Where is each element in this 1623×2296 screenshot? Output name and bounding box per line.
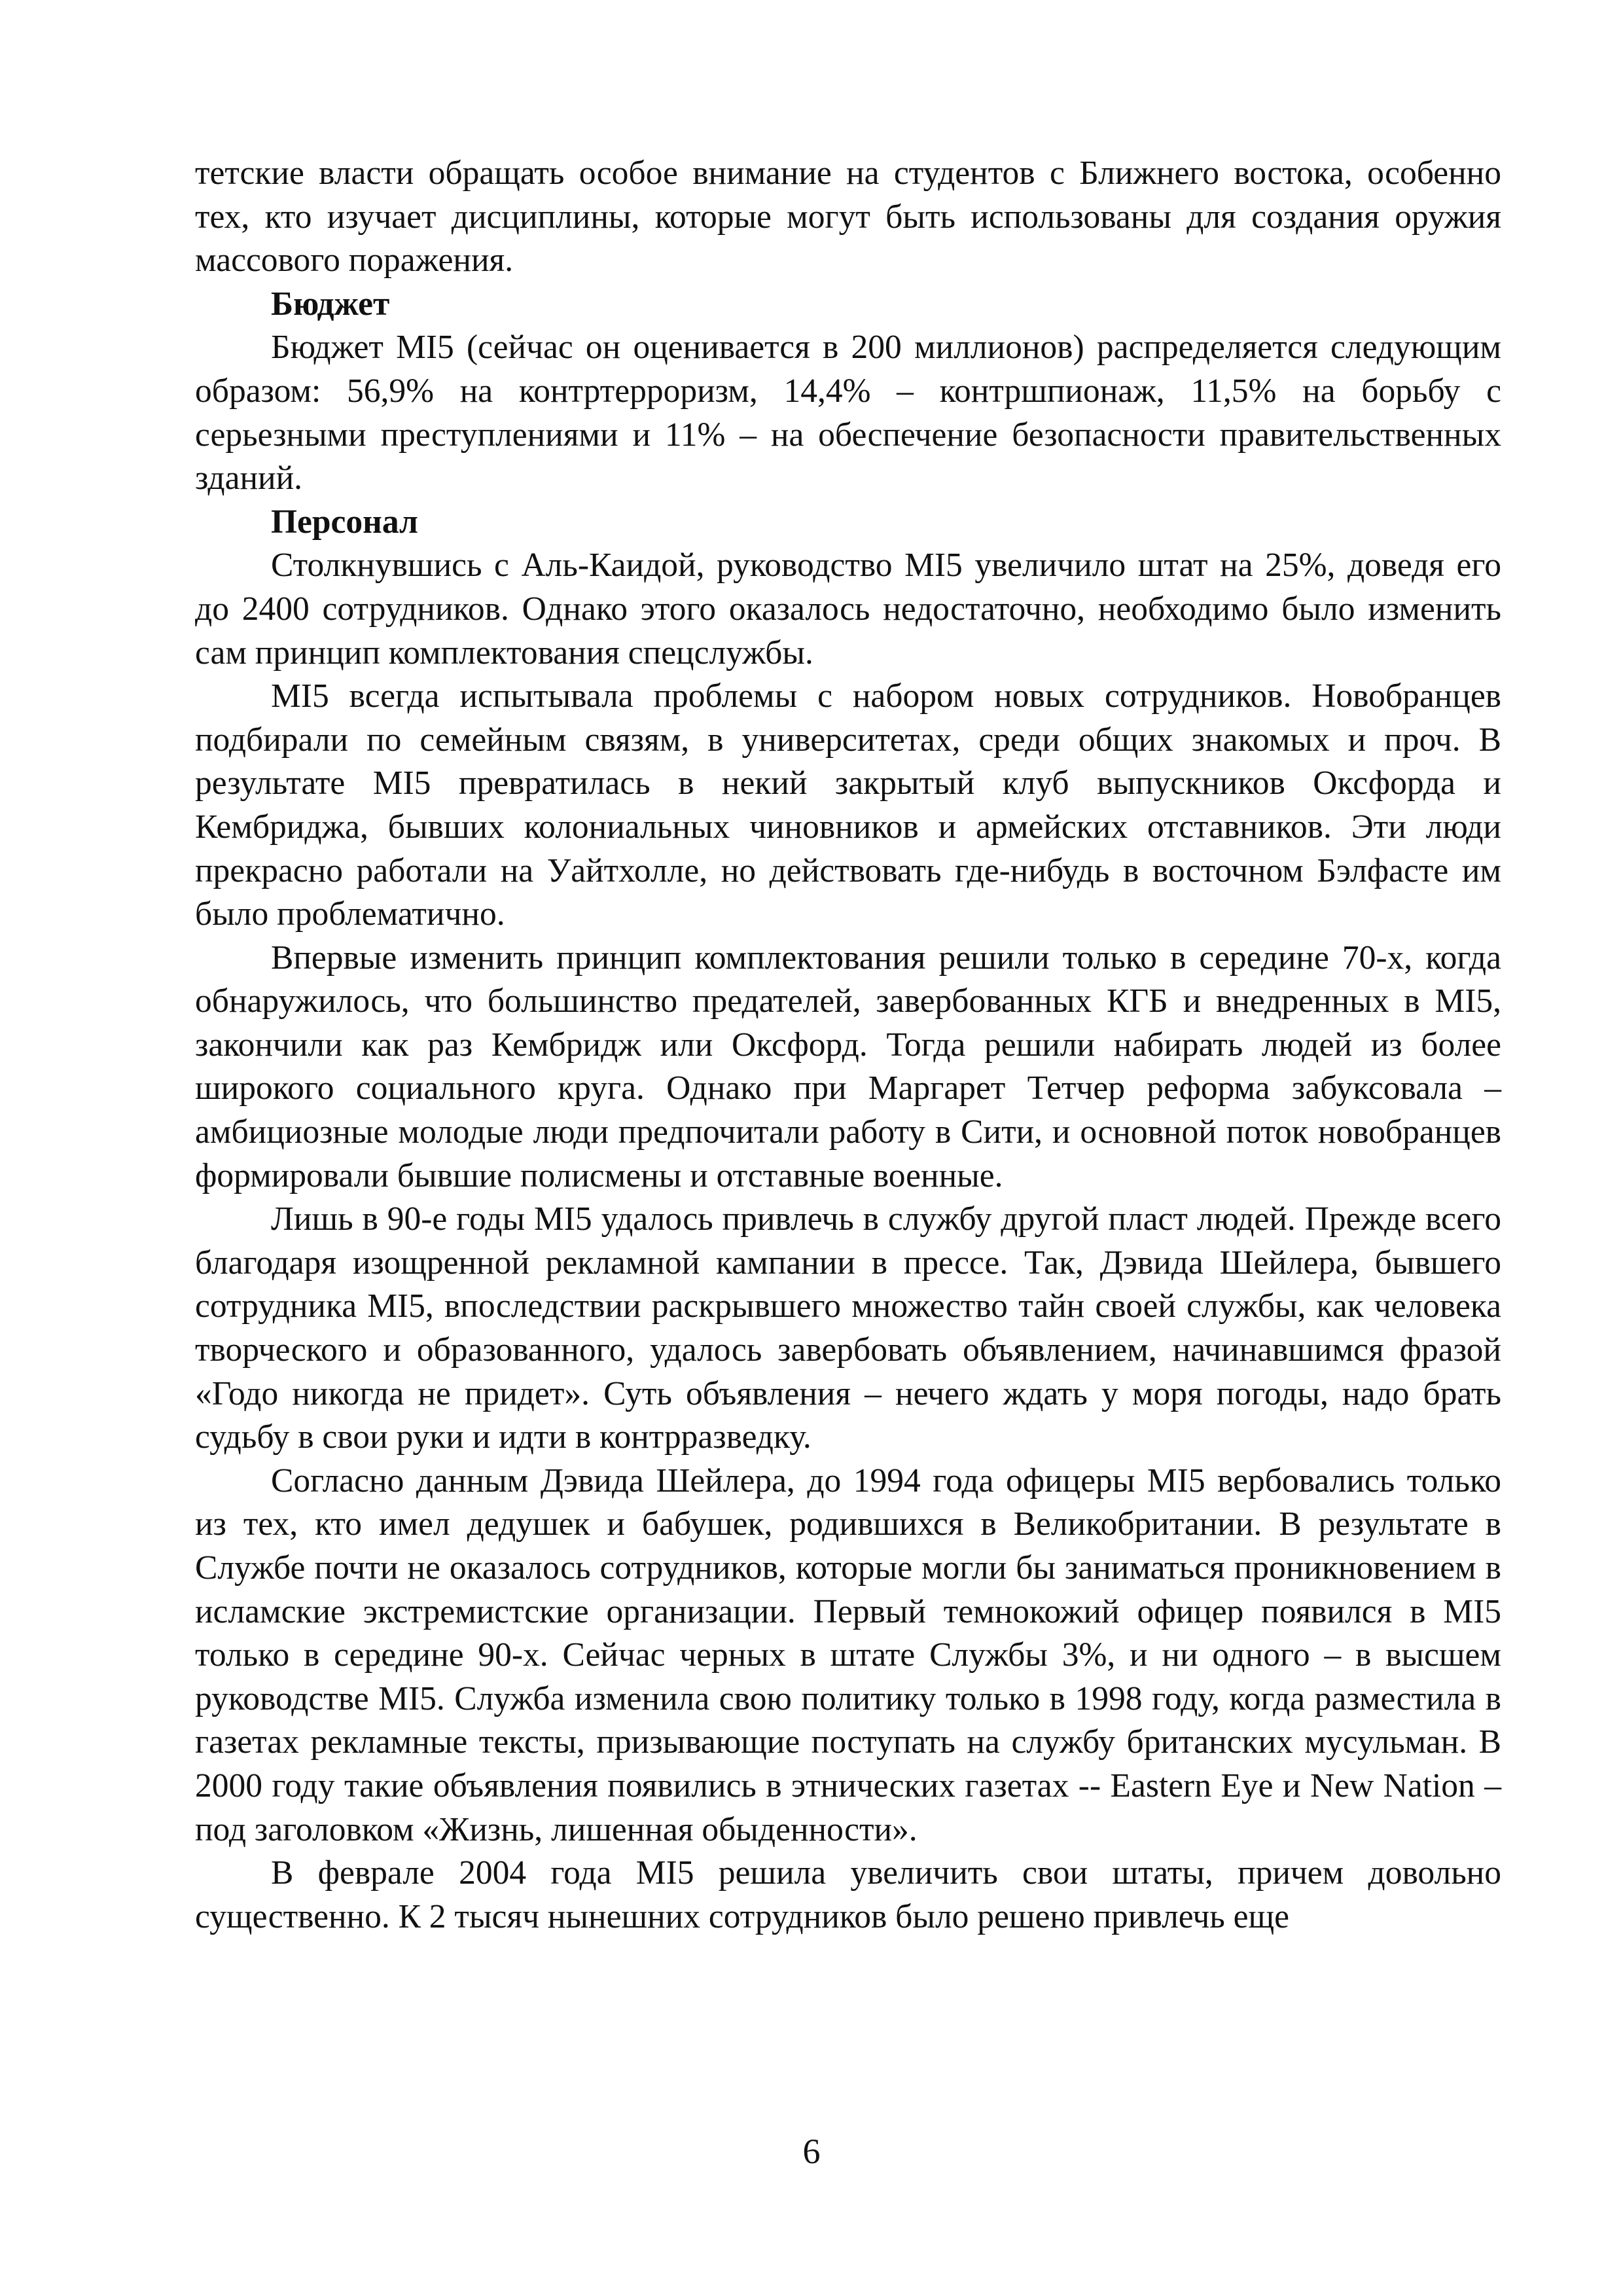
paragraph-continuation: тетские власти обращать особое внимание на студентов с Ближнего востока, особенно тех, кто изучает дисциплины, которые могут быть использованы для создания оружия массового поражения. <box>195 154 1501 279</box>
paragraph-nineties-advertising: Лишь в 90-е годы MI5 удалось привлечь в службу другой пласт людей. Прежде всего благодаря изощренной рекламной кампании в прессе. Так, Дэвида Шейлера, бывшего сотрудника MI5, впоследствии раскрывшего множество тайн своей службы, как человека творческого и образованного, удалось завербовать объявлением, начинавшимся фразой «Годо никогда не придет». Суть объявления – нечего ждать у моря погоды, надо брать судьбу в свои руки и идти в контрразведку. <box>195 1200 1501 1456</box>
paragraph-al-qaeda: Столкнувшись с Аль-Каидой, руководство MI5 увеличило штат на 25%, доведя его до 2400 сотрудников. Однако этого оказалось недостаточно, необходимо было изменить сам принцип комплектования спецслужбы. <box>195 547 1501 672</box>
page-number: 6 <box>802 2132 821 2171</box>
heading-personnel: Персонал <box>271 503 418 541</box>
paragraph-budget: Бюджет MI5 (сейчас он оценивается в 200 миллионов) распределяется следующим образом: 56,9% на контртерроризм, 14,4% – контршпионаж, 11,5% на борьбу с серьезными преступлениями и 11% – на обеспечение безопасности правительственных зданий. <box>195 329 1501 497</box>
paragraph-seventies-reform: Впервые изменить принцип комплектования решили только в середине 70-х, когда обнаружилось, что большинство предателей, завербованных КГБ и внедренных в MI5, закончили как раз Кембридж или Оксфорд. Тогда решили набирать людей из более широкого социального круга. Однако при Маргарет Тетчер реформа забуксовала – амбициозные молодые люди предпочитали работу в Сити, и основной поток новобранцев формировали бывшие полисмены и отставные военные. <box>195 939 1501 1194</box>
heading-budget: Бюджет <box>271 285 390 323</box>
paragraph-shayler-data: Согласно данным Дэвида Шейлера, до 1994 года офицеры MI5 вербовались только из тех, кто имел дедушек и бабушек, родившихся в Великобритании. В результате в Службе почти не оказалось сотрудников, которые могли бы заниматься проникновением в исламские экстремистские организации. Первый темнокожий офицер появился в MI5 только в середине 90-х. Сейчас черных в штате Службы 3%, и ни одного – в высшем руководстве MI5. Служба изменила свою политику только в 1998 году, когда разместила в газетах рекламные тексты, призывающие поступать на службу британских мусульман. В 2000 году такие объявления появились в этнических газетах -- Eastern Eye и New Nation – под заголовком «Жизнь, лишенная обыденности». <box>195 1462 1501 1848</box>
paragraph-recruitment-problems: MI5 всегда испытывала проблемы с набором новых сотрудников. Новобранцев подбирали по семейным связям, в университетах, среди общих знакомых и проч. В результате MI5 превратилась в некий закрытый клуб выпускников Оксфорда и Кембриджа, бывших колониальных чиновников и армейских отставников. Эти люди прекрасно работали на Уайтхолле, но действовать где-нибудь в восточном Бэлфасте им было проблематично. <box>195 677 1501 933</box>
page-body <box>195 152 1501 1939</box>
paragraph-february-2004: В феврале 2004 года MI5 решила увеличить свои штаты, причем довольно существенно. К 2 тысяч нынешних сотрудников было решено привлечь еще <box>195 1854 1501 1935</box>
